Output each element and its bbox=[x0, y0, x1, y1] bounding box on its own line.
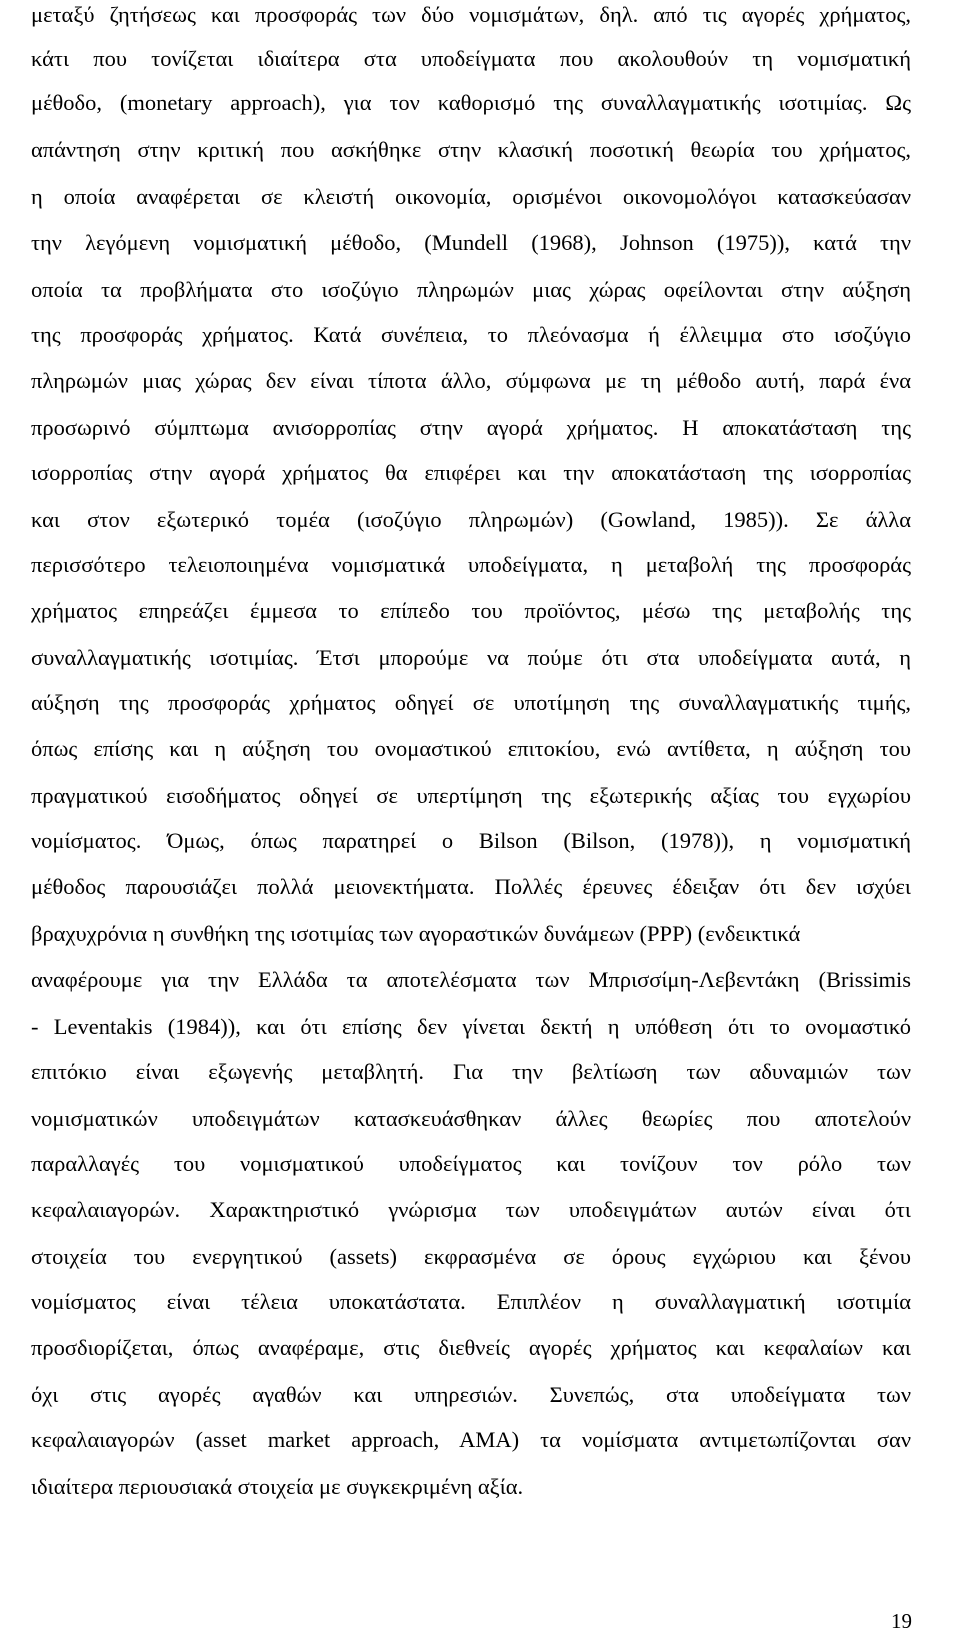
text-line: νομίσματος είναι τέλεια υποκατάστατα. Επιπλέον η συναλλαγματική ισοτιμία bbox=[31, 1289, 911, 1314]
text-line: όχι στις αγορές αγαθών και υπηρεσιών. Συνεπώς, στα υποδείγματα των bbox=[31, 1382, 911, 1407]
text-line: η οποία αναφέρεται σε κλειστή οικονομία, ορισμένοι οικονομολόγοι κατασκεύασαν bbox=[31, 184, 911, 209]
text-line: κεφαλαιαγορών (asset market approach, AMA) τα νομίσματα αντιμετωπίζονται σαν bbox=[31, 1427, 911, 1452]
text-line: βραχυχρόνια η συνθήκη της ισοτιμίας των αγοραστικών δυνάμεων (PPP) (ενδεικτικά bbox=[31, 921, 801, 946]
text-line: ισορροπίας στην αγορά χρήματος θα επιφέρει και την αποκατάσταση της ισορροπίας bbox=[31, 460, 911, 485]
text-line: κεφαλαιαγορών. Χαρακτηριστικό γνώρισμα των υποδειγμάτων αυτών είναι ότι bbox=[31, 1197, 911, 1222]
text-line: αναφέρουμε για την Ελλάδα τα αποτελέσματα των Μπρισσίμη-Λεβεντάκη (Brissimis bbox=[31, 967, 911, 992]
text-line: - Leventakis (1984)), και ότι επίσης δεν γίνεται δεκτή η υπόθεση ότι το ονομαστικό bbox=[31, 1014, 911, 1039]
text-line: παραλλαγές του νομισματικού υποδείγματος και τονίζουν τον ρόλο των bbox=[31, 1151, 911, 1176]
text-line: πληρωμών μιας χώρας δεν είναι τίποτα άλλο, σύμφωνα με τη μέθοδο αυτή, παρά ένα bbox=[31, 368, 911, 393]
text-line: την λεγόμενη νομισματική μέθοδο, (Mundell (1968), Johnson (1975)), κατά την bbox=[31, 230, 911, 255]
text-line: προσωρινό σύμπτωμα ανισορροπίας στην αγορά χρήματος. Η αποκατάσταση της bbox=[31, 415, 911, 440]
text-line: και στον εξωτερικό τομέα (ισοζύγιο πληρωμών) (Gowland, 1985)). Σε άλλα bbox=[31, 507, 911, 532]
text-line: κάτι που τονίζεται ιδιαίτερα στα υποδείγματα που ακολουθούν τη νομισματική bbox=[31, 46, 911, 71]
text-line: πραγματικού εισοδήματος οδηγεί σε υπερτίμηση της εξωτερικής αξίας του εγχωρίου bbox=[31, 783, 911, 808]
text-line: μέθοδος παρουσιάζει πολλά μειονεκτήματα. Πολλές έρευνες έδειξαν ότι δεν ισχύει bbox=[31, 874, 911, 899]
text-line: απάντηση στην κριτική που ασκήθηκε στην κλασική ποσοτική θεωρία του χρήματος, bbox=[31, 137, 911, 162]
text-line: προσδιορίζεται, όπως αναφέραμε, στις διεθνείς αγορές χρήματος και κεφαλαίων και bbox=[31, 1335, 911, 1360]
text-line: όπως επίσης και η αύξηση του ονομαστικού επιτοκίου, ενώ αντίθετα, η αύξηση του bbox=[31, 736, 911, 761]
text-line: μέθοδο, (monetary approach), για τον καθορισμό της συναλλαγματικής ισοτιμίας. Ως bbox=[31, 90, 911, 115]
text-line: περισσότερο τελειοποιημένα νομισματικά υποδείγματα, η μεταβολή της προσφοράς bbox=[31, 552, 911, 577]
text-line: νομισματικών υποδειγμάτων κατασκευάσθηκαν άλλες θεωρίες που αποτελούν bbox=[31, 1106, 911, 1131]
page-number: 19 bbox=[891, 1609, 912, 1633]
text-line: στοιχεία του ενεργητικού (assets) εκφρασμένα σε όρους εγχώριου και ξένου bbox=[31, 1244, 911, 1269]
text-line: χρήματος επηρεάζει έμμεσα το επίπεδο του προϊόντος, μέσω της μεταβολής της bbox=[31, 598, 911, 623]
text-line: μεταξύ ζητήσεως και προσφοράς των δύο νομισμάτων, δηλ. από τις αγορές χρήματος, bbox=[31, 2, 911, 27]
text-line: αύξηση της προσφοράς χρήματος οδηγεί σε υποτίμηση της συναλλαγματικής τιμής, bbox=[31, 690, 911, 715]
text-line: νομίσματος. Όμως, όπως παρατηρεί ο Bilson (Bilson, (1978)), η νομισματική bbox=[31, 828, 911, 853]
text-line: ιδιαίτερα περιουσιακά στοιχεία με συγκεκριμένη αξία. bbox=[31, 1474, 524, 1499]
text-line: επιτόκιο είναι εξωγενής μεταβλητή. Για την βελτίωση των αδυναμιών των bbox=[31, 1059, 911, 1084]
text-line: οποία τα προβλήματα στο ισοζύγιο πληρωμών μιας χώρας οφείλονται στην αύξηση bbox=[31, 277, 911, 302]
text-line: της προσφοράς χρήματος. Κατά συνέπεια, το πλεόνασμα ή έλλειμμα στο ισοζύγιο bbox=[31, 322, 911, 347]
text-line: συναλλαγματικής ισοτιμίας. Έτσι μπορούμε να πούμε ότι στα υποδείγματα αυτά, η bbox=[31, 645, 911, 670]
